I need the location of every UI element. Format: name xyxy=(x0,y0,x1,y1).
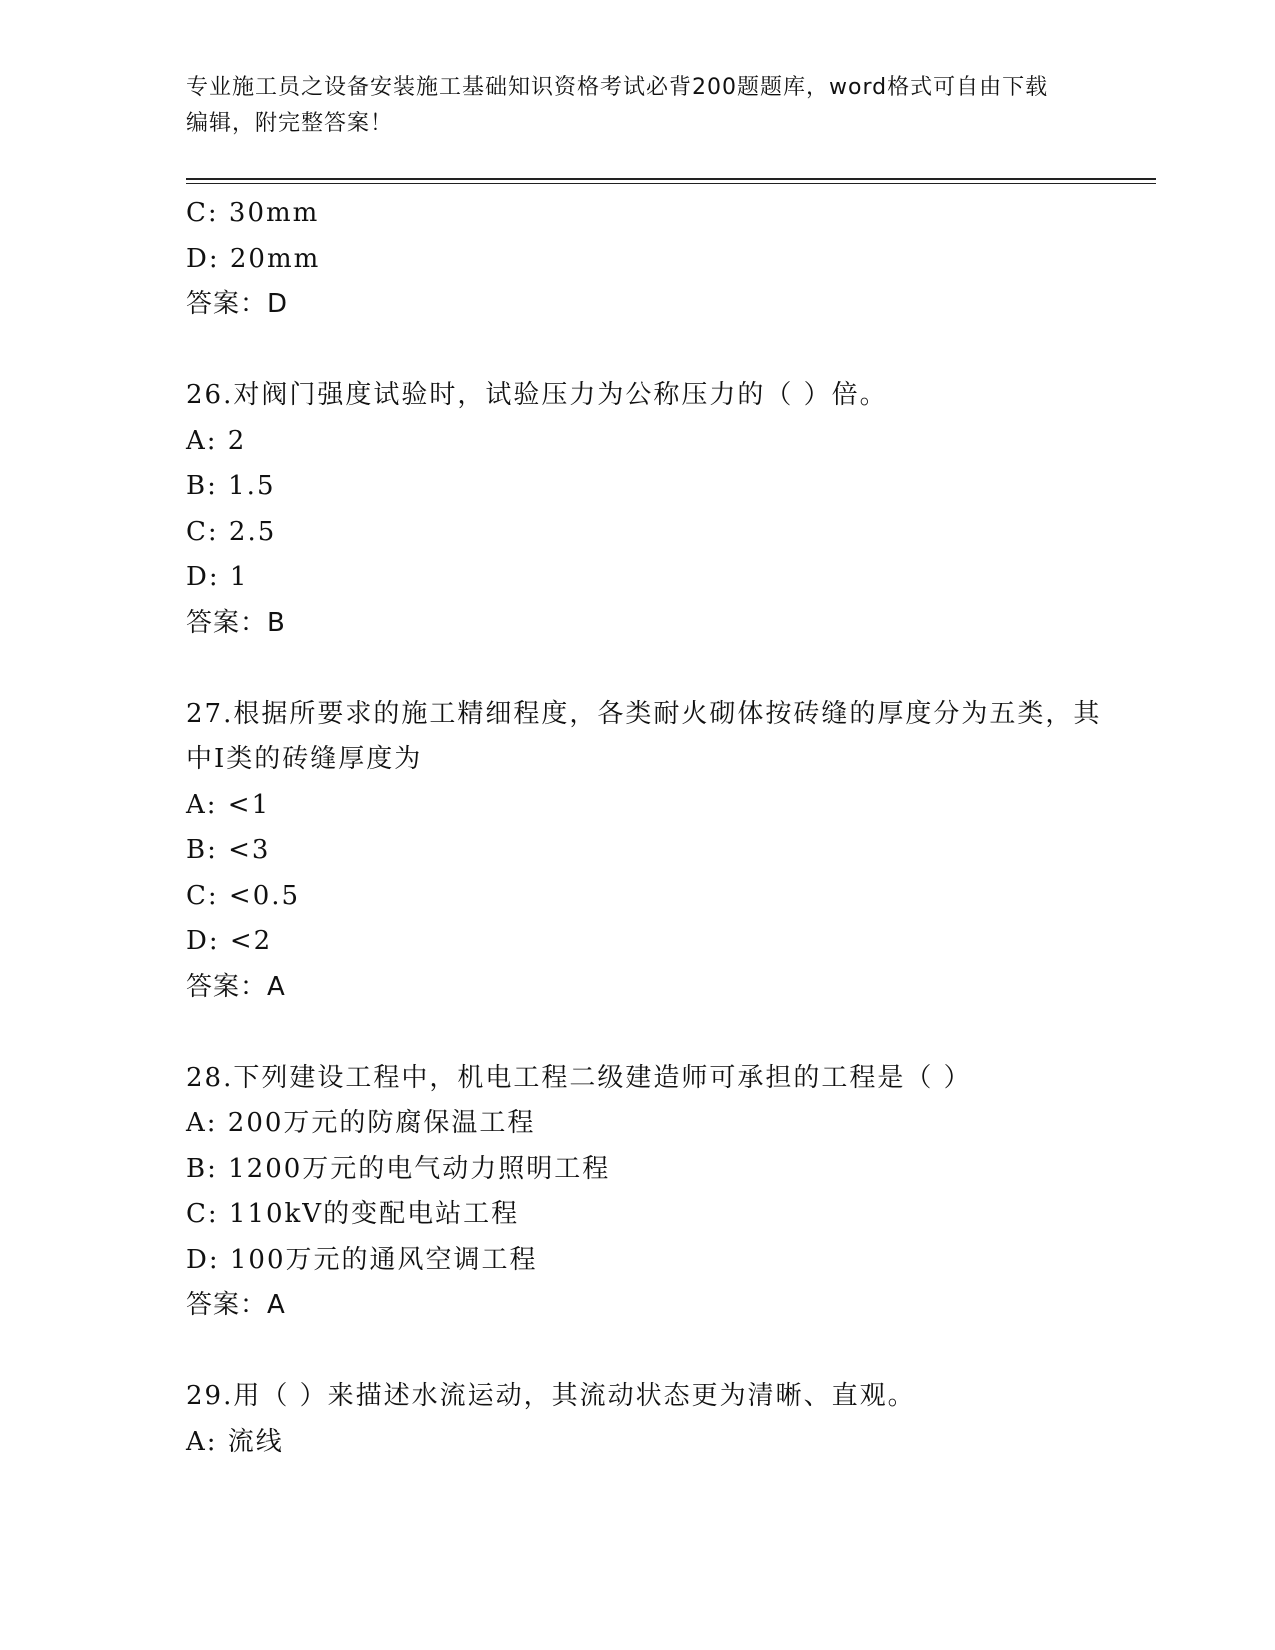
option-d: D: 100万元的通风空调工程 xyxy=(186,1244,538,1275)
question-text: 29.用（ ）来描述水流运动，其流动状态更为清晰、直观。 xyxy=(186,1381,916,1411)
option-b: B: 1200万元的电气动力照明工程 xyxy=(186,1153,611,1184)
answer-label: 答案： xyxy=(186,971,268,1002)
option-c: C: 2.5 xyxy=(186,516,277,547)
question-25-continued xyxy=(186,191,1126,328)
answer-line xyxy=(186,965,1126,1011)
answer-value: D xyxy=(267,289,289,319)
option-b: B: 1.5 xyxy=(186,471,276,501)
option-c: C: 30mm xyxy=(186,198,320,228)
option-a: A: <1 xyxy=(186,789,271,820)
option-c: C: <0.5 xyxy=(186,880,301,911)
answer-line xyxy=(186,1283,1126,1329)
question-text: 28.下列建设工程中，机电工程二级建造师可承担的工程是（ ） xyxy=(186,1062,972,1093)
question-26 xyxy=(186,373,1126,646)
option-c: C: 110kV的变配电站工程 xyxy=(186,1199,520,1229)
option-a: A: 200万元的防腐保温工程 xyxy=(186,1108,536,1138)
document-header: 专业施工员之设备安装施工基础知识资格考试必背200题题库，word格式可自由下载编辑，附完整答案！ xyxy=(186,75,1049,136)
answer-value: B xyxy=(267,607,286,638)
question-text: 27.根据所要求的施工精细程度，各类耐火砌体按砖缝的厚度分为五类，其中Ⅰ类的砖缝厚度为 xyxy=(186,698,1102,774)
header-rule-thick xyxy=(186,178,1156,180)
option-d: D: <2 xyxy=(186,926,273,956)
question-list xyxy=(186,191,1126,1465)
option-a: A: 2 xyxy=(186,425,247,456)
option-a: A: 流线 xyxy=(186,1426,284,1457)
question-text: 26.对阀门强度试验时，试验压力为公称压力的（ ）倍。 xyxy=(186,380,888,410)
answer-label: 答案： xyxy=(186,289,268,319)
answer-value: A xyxy=(267,971,286,1002)
header-rule-thin xyxy=(186,183,1156,184)
answer-label: 答案： xyxy=(186,1290,268,1320)
answer-value: A xyxy=(267,1290,286,1320)
answer-line xyxy=(186,601,1126,647)
answer-label: 答案： xyxy=(186,607,268,638)
question-27 xyxy=(186,692,1126,1011)
option-b: B: <3 xyxy=(186,835,271,865)
option-d: D: 1 xyxy=(186,562,249,592)
question-28 xyxy=(186,1056,1126,1329)
option-d: D: 20mm xyxy=(186,243,321,274)
answer-line xyxy=(186,282,1126,328)
question-29 xyxy=(186,1374,1126,1465)
